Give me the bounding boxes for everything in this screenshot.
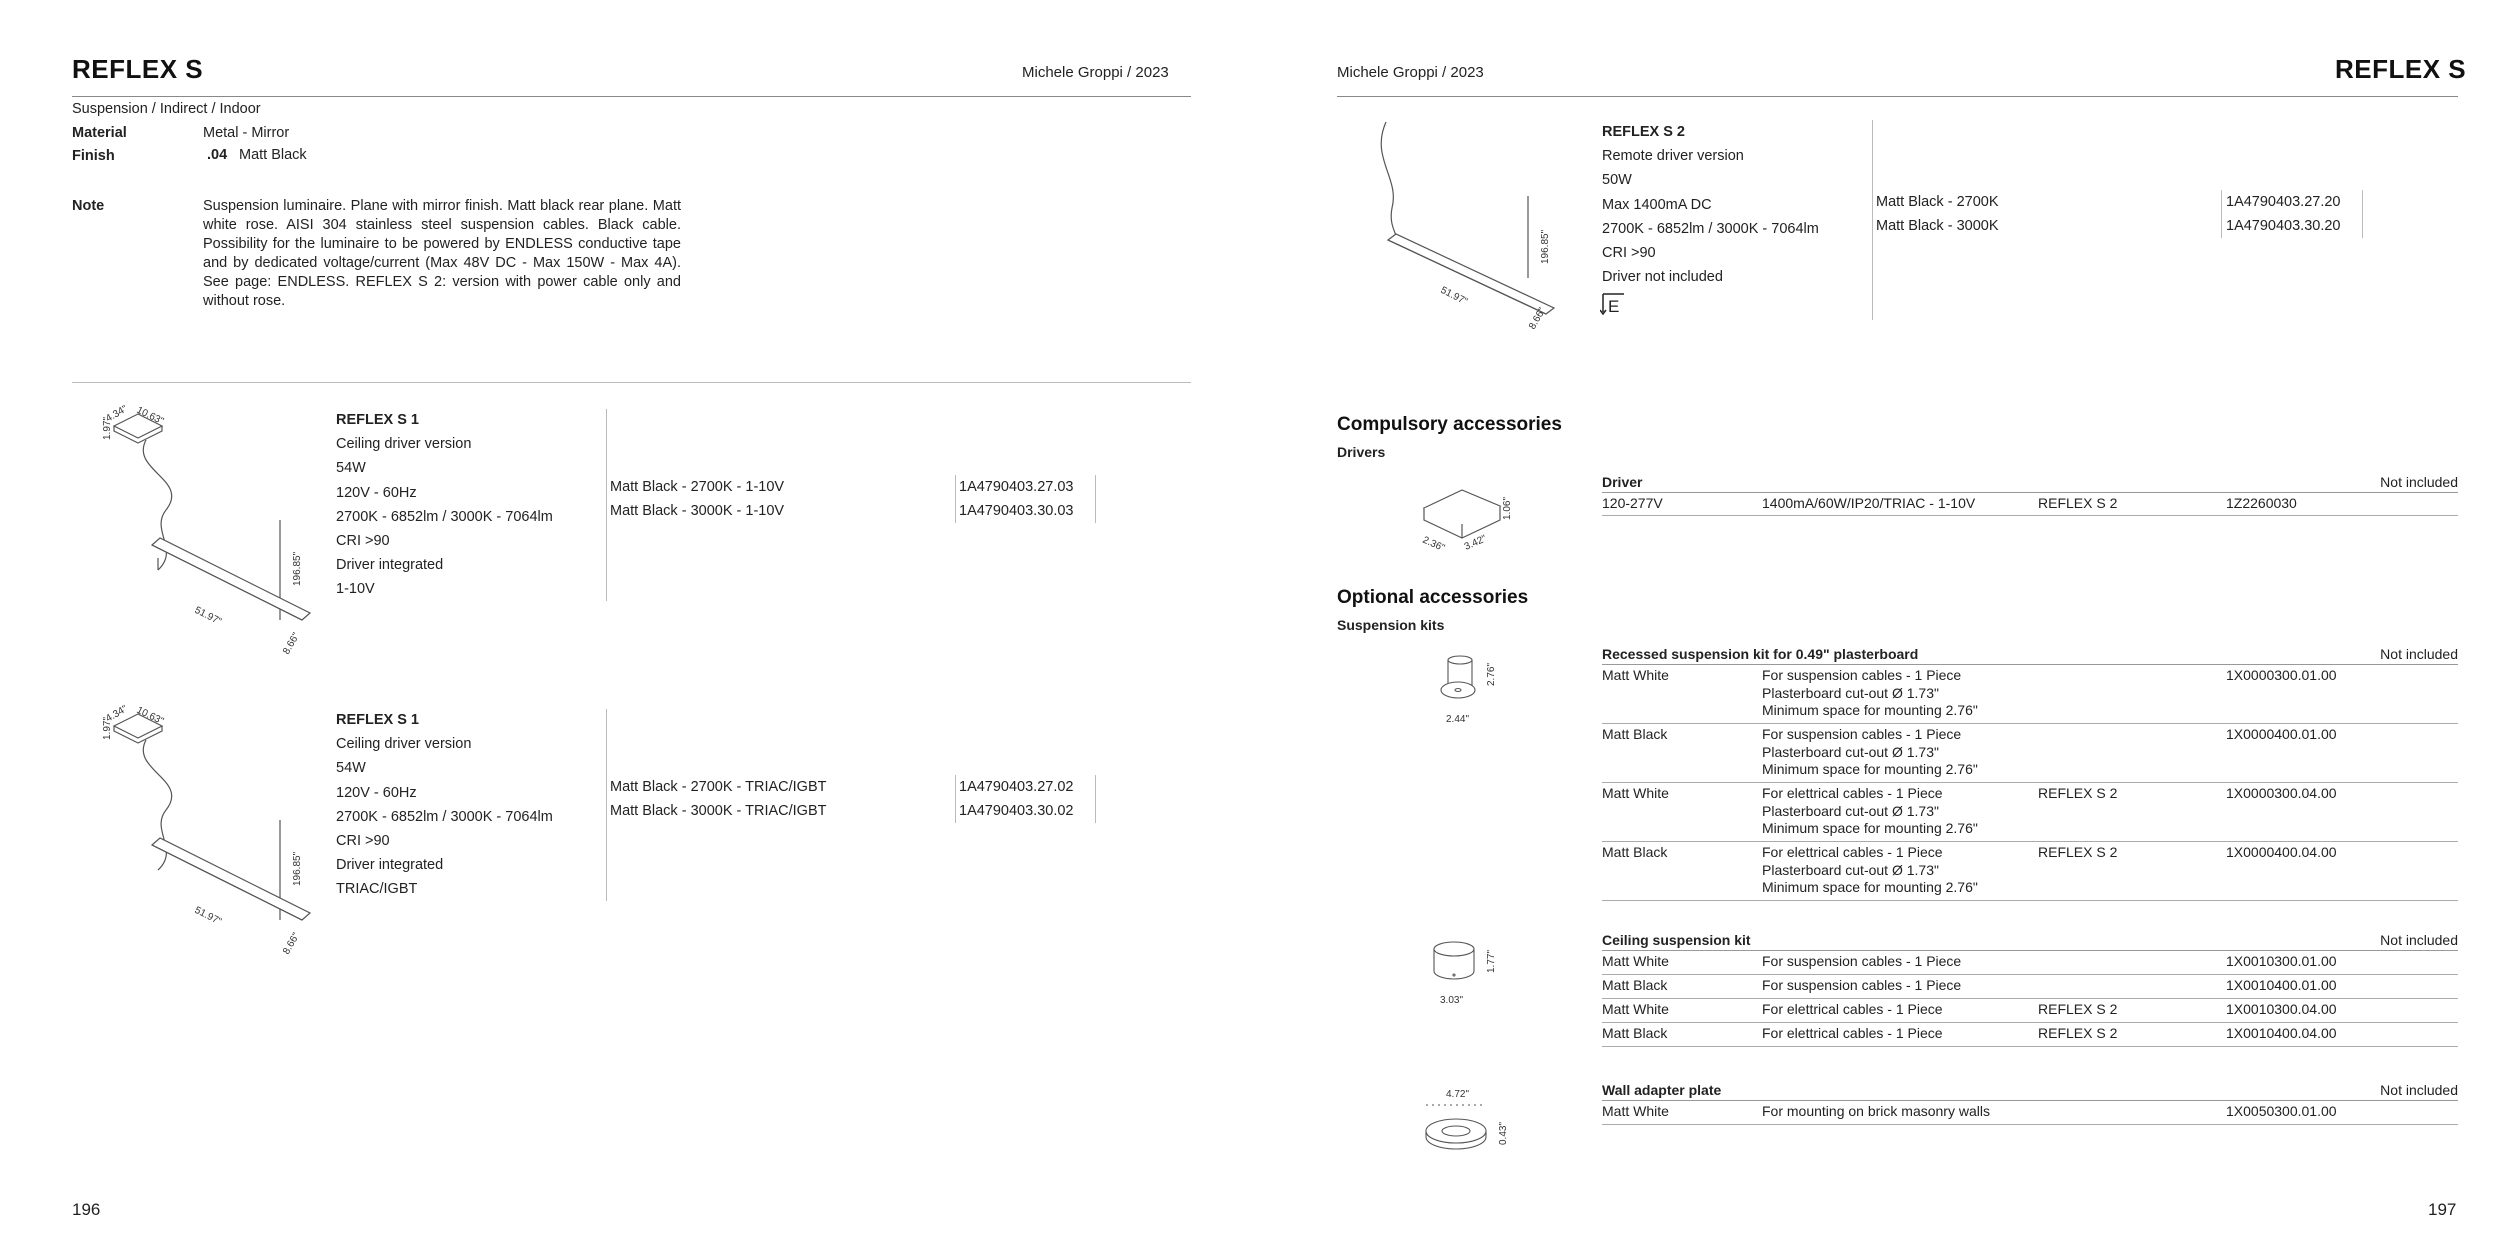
wall-plate-height-dim: 0.43"	[1498, 1121, 1509, 1145]
body-length-dim: 51.97"	[1438, 284, 1470, 308]
spec-line: Driver not included	[1602, 269, 1723, 286]
product-code: 1A4790403.27.03	[959, 479, 1074, 495]
table-header-label: Recessed suspension kit for 0.49" plasterboard	[1602, 646, 1919, 662]
ceiling-kit-table	[1602, 930, 2458, 1047]
spec-line: CRI >90	[336, 533, 390, 550]
svg-text:E: E	[1608, 297, 1620, 316]
table-row: Matt Black For elettrical cables - 1 Piece REFLEX S 2 1X0010400.04.00	[1602, 1023, 2458, 1047]
ceiling-height-dim: 1.77"	[1486, 949, 1497, 973]
spec-divider	[606, 709, 607, 901]
code-divider	[2221, 190, 2222, 238]
table-header-label: Driver	[1602, 474, 1643, 490]
finish-label: Finish	[72, 148, 115, 164]
variant-label: Matt Black - 2700K - TRIAC/IGBT	[610, 779, 827, 795]
right-page-title: REFLEX S	[2335, 54, 2467, 84]
cable-length-dim: 196.85"	[292, 851, 303, 886]
spec-line: Driver integrated	[336, 857, 444, 874]
code-divider	[2362, 190, 2363, 238]
right-page-number: 197	[2428, 1200, 2457, 1219]
wall-plate-drawing	[1410, 1085, 1520, 1175]
spec-line: CRI >90	[336, 833, 390, 850]
product-code: 1A4790403.30.03	[959, 503, 1074, 520]
rose-length-dim: 10.63"	[134, 404, 166, 428]
table-row: 120-277V 1400mA/60W/IP20/TRIAC - 1-10V REFLEX S 2 1Z2260030	[1602, 493, 2458, 516]
product-code: 1A4790403.27.20	[2226, 194, 2341, 210]
reflex-s1-triac-variants	[610, 775, 827, 823]
section-divider	[72, 382, 1191, 383]
spec-line: REFLEX S 1	[336, 412, 419, 428]
not-included-label: Not included	[2380, 646, 2458, 662]
header-rule	[72, 96, 1191, 97]
header-rule	[1337, 96, 2458, 97]
driver-drawing	[1410, 470, 1530, 560]
table-row: Matt Black For suspension cables - 1 Piece Plasterboard cut-out Ø 1.73" Minimum space for mounting 2.76" 1X0000400.01.00	[1602, 724, 2458, 783]
rose-height-dim: 1.97"	[102, 416, 113, 440]
wall-plate-table	[1602, 1080, 2458, 1125]
endless-icon	[1600, 290, 1630, 316]
spec-line: 54W	[336, 760, 366, 777]
ceiling-kit-drawing	[1420, 935, 1520, 1015]
wall-plate-diameter-dim: 4.72"	[1446, 1089, 1470, 1100]
spec-line: 54W	[336, 460, 366, 477]
code-divider	[1095, 775, 1096, 823]
body-width-dim: 8.66"	[281, 631, 303, 657]
left-page-number: 196	[72, 1200, 101, 1219]
reflex-s2-drawing	[1370, 118, 1570, 338]
not-included-label: Not included	[2380, 1082, 2458, 1098]
variant-label: Matt Black - 3000K - TRIAC/IGBT	[610, 803, 827, 820]
spec-line: 1-10V	[336, 581, 375, 598]
spec-line: Driver integrated	[336, 557, 444, 574]
cable-length-dim: 196.85"	[1540, 229, 1551, 264]
finish-code: .04	[207, 147, 228, 163]
table-header-label: Ceiling suspension kit	[1602, 932, 1751, 948]
body-length-dim: 51.97"	[192, 904, 224, 928]
spec-line: 120V - 60Hz	[336, 784, 417, 801]
reflex-s2-variants	[1876, 190, 1999, 238]
left-page-author: Michele Groppi / 2023	[1022, 64, 1169, 81]
table-row: Matt White For mounting on brick masonry walls 1X0050300.01.00	[1602, 1101, 2458, 1125]
subtitle: Suspension / Indirect / Indoor	[72, 101, 261, 117]
ceiling-diameter-dim: 3.03"	[1440, 995, 1464, 1006]
body-length-dim: 51.97"	[192, 604, 224, 628]
recessed-kit-table	[1602, 644, 2458, 901]
table-row: Matt White For elettrical cables - 1 Piece Plasterboard cut-out Ø 1.73" Minimum space for mounting 2.76" REFLEX S 2 1X0000300.04.00	[1602, 783, 2458, 842]
table-header	[1602, 644, 2458, 665]
body-width-dim: 8.66"	[281, 931, 303, 957]
driver-height-dim: 1.06"	[1502, 496, 1513, 520]
spec-line: 2700K - 6852lm / 3000K - 7064lm	[336, 508, 553, 525]
code-divider	[1095, 475, 1096, 523]
rose-width-dim: 4.34"	[104, 403, 130, 425]
product-code: 1A4790403.27.02	[959, 779, 1074, 795]
spec-line: REFLEX S 2	[1602, 124, 1685, 140]
spec-line: TRIAC/IGBT	[336, 881, 418, 898]
spec-divider	[606, 409, 607, 601]
not-included-label: Not included	[2380, 474, 2458, 490]
product-code: 1A4790403.30.02	[959, 803, 1074, 820]
rose-width-dim: 4.34"	[104, 703, 130, 725]
spec-line: Max 1400mA DC	[1602, 196, 1712, 213]
reflex-s1-variants	[610, 475, 784, 523]
right-page-author: Michele Groppi / 2023	[1337, 64, 1484, 81]
driver-width-dim: 2.36"	[1420, 534, 1447, 555]
spec-line: 120V - 60Hz	[336, 484, 417, 501]
finish-value: Matt Black	[239, 147, 307, 163]
material-label: Material	[72, 125, 127, 141]
reflex-s1-triac-codes	[959, 775, 1074, 823]
driver-length-dim: 3.42"	[1462, 533, 1489, 553]
note-label: Note	[72, 198, 105, 214]
spec-line: 2700K - 6852lm / 3000K - 7064lm	[1602, 220, 1819, 237]
variant-label: Matt Black - 3000K	[1876, 218, 1999, 235]
suspension-kits-subtitle: Suspension kits	[1337, 617, 1445, 633]
reflex-s1-triac-drawing	[80, 700, 320, 970]
drivers-subtitle: Drivers	[1337, 444, 1386, 460]
reflex-s1-codes	[959, 475, 1074, 523]
spec-divider	[1872, 120, 1873, 320]
variant-label: Matt Black - 2700K - 1-10V	[610, 479, 785, 495]
optional-title: Optional accessories	[1337, 587, 1529, 608]
reflex-s1-specs	[336, 408, 553, 602]
reflex-s2-specs	[1602, 120, 1819, 289]
recessed-kit-drawing	[1430, 650, 1510, 730]
spec-line: Remote driver version	[1602, 148, 1744, 165]
material-value: Metal - Mirror	[203, 125, 290, 141]
table-header	[1602, 930, 2458, 951]
reflex-s2-codes	[2226, 190, 2341, 238]
spec-line: REFLEX S 1	[336, 712, 419, 728]
spec-line: 50W	[1602, 172, 1632, 189]
table-row: Matt White For suspension cables - 1 Piece Plasterboard cut-out Ø 1.73" Minimum space for mounting 2.76" 1X0000300.01.00	[1602, 665, 2458, 724]
not-included-label: Not included	[2380, 932, 2458, 948]
rose-length-dim: 10.63"	[134, 704, 166, 728]
recessed-diameter-dim: 2.44"	[1446, 714, 1470, 725]
variant-label: Matt Black - 3000K - 1-10V	[610, 503, 785, 520]
rose-height-dim: 1.97"	[102, 716, 113, 740]
note-text: Suspension luminaire. Plane with mirror finish. Matt black rear plane. Matt white rose. AISI 304 stainless steel suspension cables. Black cable. Possibility for the luminaire to be powered by ENDLESS conductive tape and by dedicated voltage/current (Max 48V DC - Max 150W - Max 4A). See page: ENDLESS. REFLEX S 2: version with power cable only and without rose.	[203, 198, 681, 309]
table-header-label: Wall adapter plate	[1602, 1082, 1722, 1098]
table-header	[1602, 472, 2458, 493]
table-row: Matt White For suspension cables - 1 Piece 1X0010300.01.00	[1602, 951, 2458, 975]
variant-label: Matt Black - 2700K	[1876, 194, 1999, 210]
driver-table	[1602, 472, 2458, 516]
code-divider	[955, 475, 956, 523]
table-row: Matt White For elettrical cables - 1 Piece REFLEX S 2 1X0010300.04.00	[1602, 999, 2458, 1023]
code-divider	[955, 775, 956, 823]
table-row: Matt Black For suspension cables - 1 Piece 1X0010400.01.00	[1602, 975, 2458, 999]
product-code: 1A4790403.30.20	[2226, 218, 2341, 235]
cable-length-dim: 196.85"	[292, 551, 303, 586]
spec-line: Ceiling driver version	[336, 736, 472, 753]
recessed-height-dim: 2.76"	[1486, 662, 1497, 686]
reflex-s1-triac-specs	[336, 708, 553, 902]
spec-line: Ceiling driver version	[336, 436, 472, 453]
spec-line: CRI >90	[1602, 245, 1656, 262]
left-page-title: REFLEX S	[72, 54, 204, 84]
reflex-s1-drawing	[80, 400, 320, 670]
compulsory-title: Compulsory accessories	[1337, 414, 1562, 435]
body-width-dim: 8.66"	[1527, 306, 1549, 332]
table-header	[1602, 1080, 2458, 1101]
table-row: Matt Black For elettrical cables - 1 Piece Plasterboard cut-out Ø 1.73" Minimum space for mounting 2.76" REFLEX S 2 1X0000400.04.00	[1602, 842, 2458, 901]
spec-line: 2700K - 6852lm / 3000K - 7064lm	[336, 808, 553, 825]
